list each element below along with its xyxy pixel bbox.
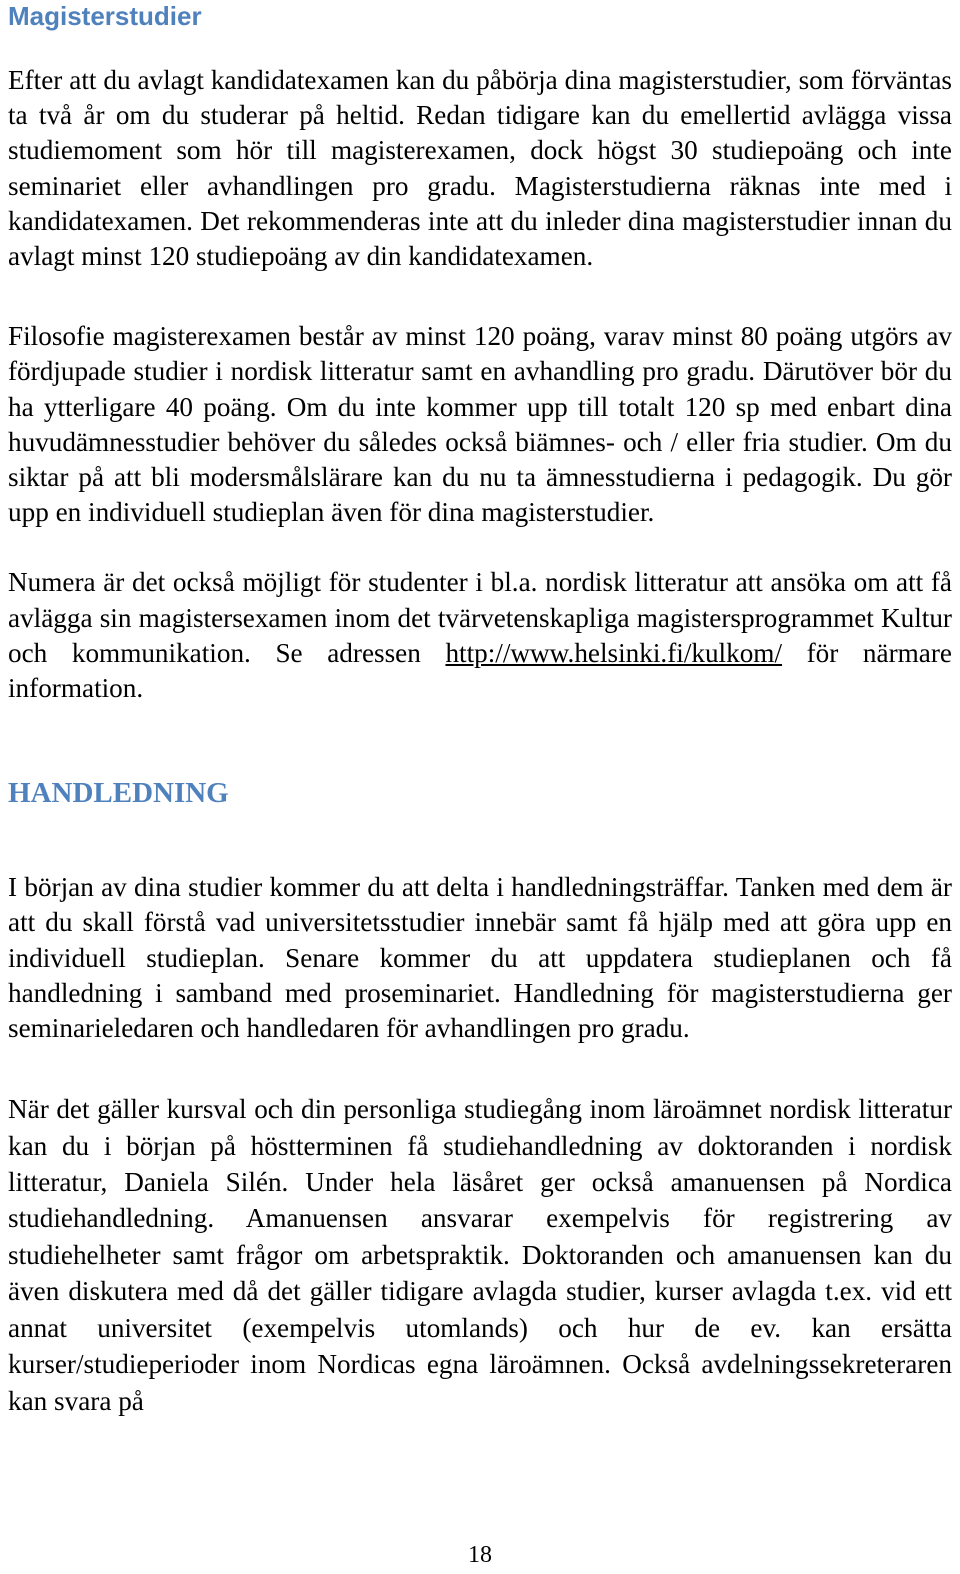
kulkom-link[interactable]: http://www.helsinki.fi/kulkom/: [445, 637, 783, 668]
paragraph-handledning-intro: I början av dina studier kommer du att delta i handledningsträffar. Tanken med dem är att du skall förstå vad universitetsstudier innebär samt få hjälp med att göra upp en individuell studieplan. Senare kommer du att uppdatera studieplanen och få handledning i samband med proseminariet. Handledning för magisterstudierna ger seminarieledaren och handledaren för avhandlingen pro gradu.: [8, 872, 952, 1044]
paragraph-text-before-link: Numera är det också möjligt för studenter i bl.a. nordisk litteratur att ansöka om att få avlägga sin magistersexamen inom det tvärvetenskapliga magistersprogrammet Kultur och kommunikation. Se adressen: [8, 567, 952, 668]
section-title-magisterstudier: Magisterstudier: [8, 1, 202, 31]
document-page: [8, 0, 952, 1419]
paragraph-magister-intro: Efter att du avlagt kandidatexamen kan du påbörja dina magisterstudier, som förväntas ta två år om du studerar på heltid. Redan tidigare kan du emellertid avlägga vissa studiemoment som hör till magisterexamen, dock högst 30 studiepoäng och inte seminariet eller avhandlingen pro gradu. Magisterstudierna räknas inte med i kandidatexamen. Det rekommenderas inte att du inleder dina magisterstudier innan du avlagt minst 120 studiepoäng av din kandidatexamen.: [8, 65, 952, 272]
section-title-handledning: HANDLEDNING: [8, 777, 229, 810]
paragraph-magister-program: [8, 565, 952, 706]
page-number: 18: [468, 1542, 492, 1568]
paragraph-handledning-details: När det gäller kursval och din personliga studiegång inom läroämnet nordisk litteratur kan du i början på höstterminen få studiehandledning av doktoranden i nordisk litteratur, Daniela Silén. Under hela läsåret ger också amanuensen på Nordica studiehandledning. Amanuensen ansvarar exempelvis för registrering av studiehelheter samt frågor om arbetspraktik. Doktoranden och amanuensen kan du även diskutera med då det gäller tidigare avlagda studier, kurser avlagda t.ex. vid ett annat universitet (exempelvis utomlands) och hur de ev. kan ersätta kurser/studieperioder inom Nordicas egna läroämnen. Också avdelningssekreteraren kan svara på: [8, 1094, 952, 1416]
paragraph-magister-requirements: Filosofie magisterexamen består av minst 120 poäng, varav minst 80 poäng utgörs av fördjupade studier i nordisk litteratur samt en avhandling pro gradu. Därutöver bör du ha ytterligare 40 poäng. Om du inte kommer upp till totalt 120 sp med enbart dina huvudämnesstudier behöver du således också biämnes- och / eller fria studier. Om du siktar på att bli modersmålslärare kan du nu ta ämnesstudierna i pedagogik. Du gör upp en individuell studieplan även för dina magisterstudier.: [8, 321, 952, 528]
paragraph-text-after-link: för närmare information.: [8, 637, 952, 704]
